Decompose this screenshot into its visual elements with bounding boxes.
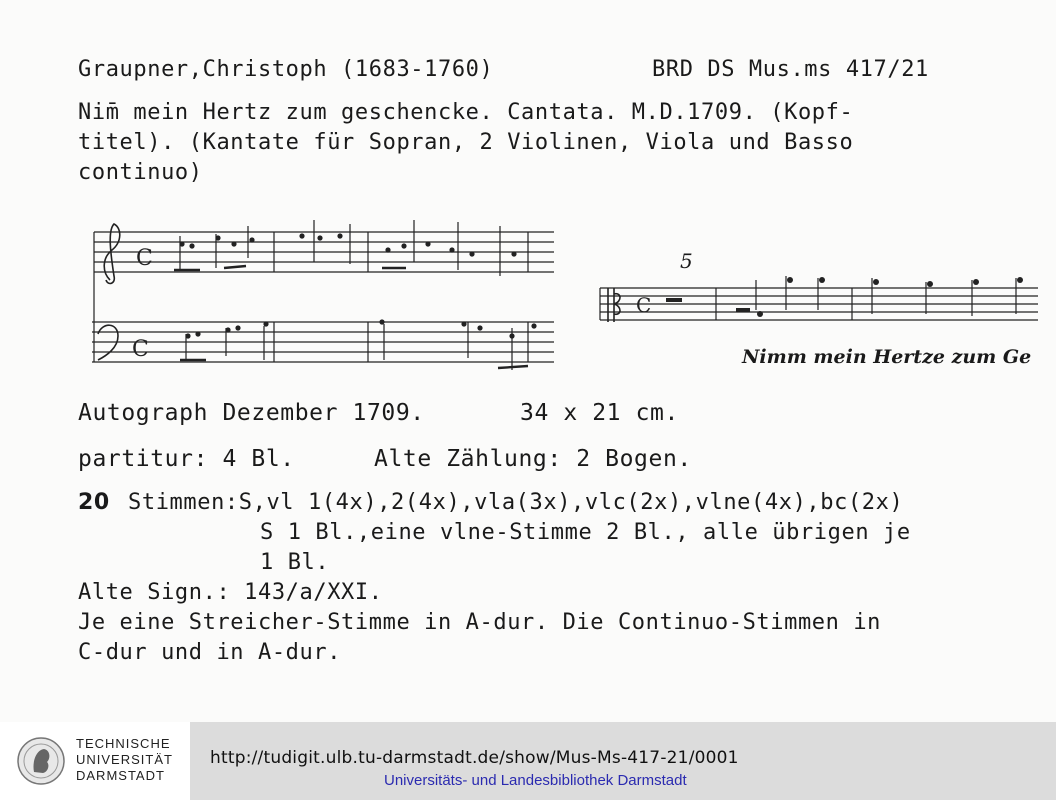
dimensions: 34 x 21 cm. [520,400,679,426]
note-line-2: C-dur und in A-dur. [78,640,342,665]
svg-text:C: C [136,246,153,271]
svg-text:C: C [636,293,652,317]
shelf-signature: BRD DS Mus.ms 417/21 [652,57,929,82]
tu-darmstadt-seal-icon [16,732,66,790]
composer-heading: Graupner,Christoph (1683-1760) [78,57,494,82]
institution-line-3: DARMSTADT [76,768,165,783]
permalink-url[interactable]: http://tudigit.ulb.tu-darmstadt.de/show/Mus-Ms-417-21/0001 [210,748,739,768]
parts-line-1: Stimmen:S,vl 1(4x),2(4x),vla(3x),vlc(2x),vlne(4x),bc(2x) [128,490,904,515]
note-line-1: Je eine Streicher-Stimme in A-dur. Die Continuo-Stimmen in [78,610,882,635]
library-link[interactable]: Universitäts- und Landesbibliothek Darmstadt [384,772,687,789]
partitur-leaves: partitur: 4 Bl. [78,446,295,472]
footer-bar [0,722,1056,800]
institution-line-2: UNIVERSITÄT [76,752,173,767]
svg-text:C: C [132,337,149,362]
music-incipit-score [88,210,558,380]
old-signature: Alte Sign.: 143/a/XXI. [78,580,383,605]
old-count: Alte Zählung: 2 Bogen. [374,446,692,472]
parts-line-3: 1 Bl. [260,550,330,575]
parts-line-2: S 1 Bl.,eine vlne-Stimme 2 Bl., alle übrigen je [260,520,911,545]
title-line-3: continuo) [78,160,203,185]
institution-line-1: TECHNISCHE [76,736,171,751]
autograph-date: Autograph Dezember 1709. [78,400,425,426]
incipit-lyrics: Nimm mein Hertze zum Ge [742,346,1032,368]
measure-number: 5 [680,249,694,273]
title-line-1: Nim̄ mein Hertz zum geschencke. Cantata. M.D.1709. (Kopf- [78,100,854,125]
music-incipit-voice [596,270,1042,340]
title-line-2: titel). (Kantate für Sopran, 2 Violinen, Viola und Basso [78,130,854,155]
parts-count: 20 [78,490,110,515]
institution-name [76,736,173,784]
